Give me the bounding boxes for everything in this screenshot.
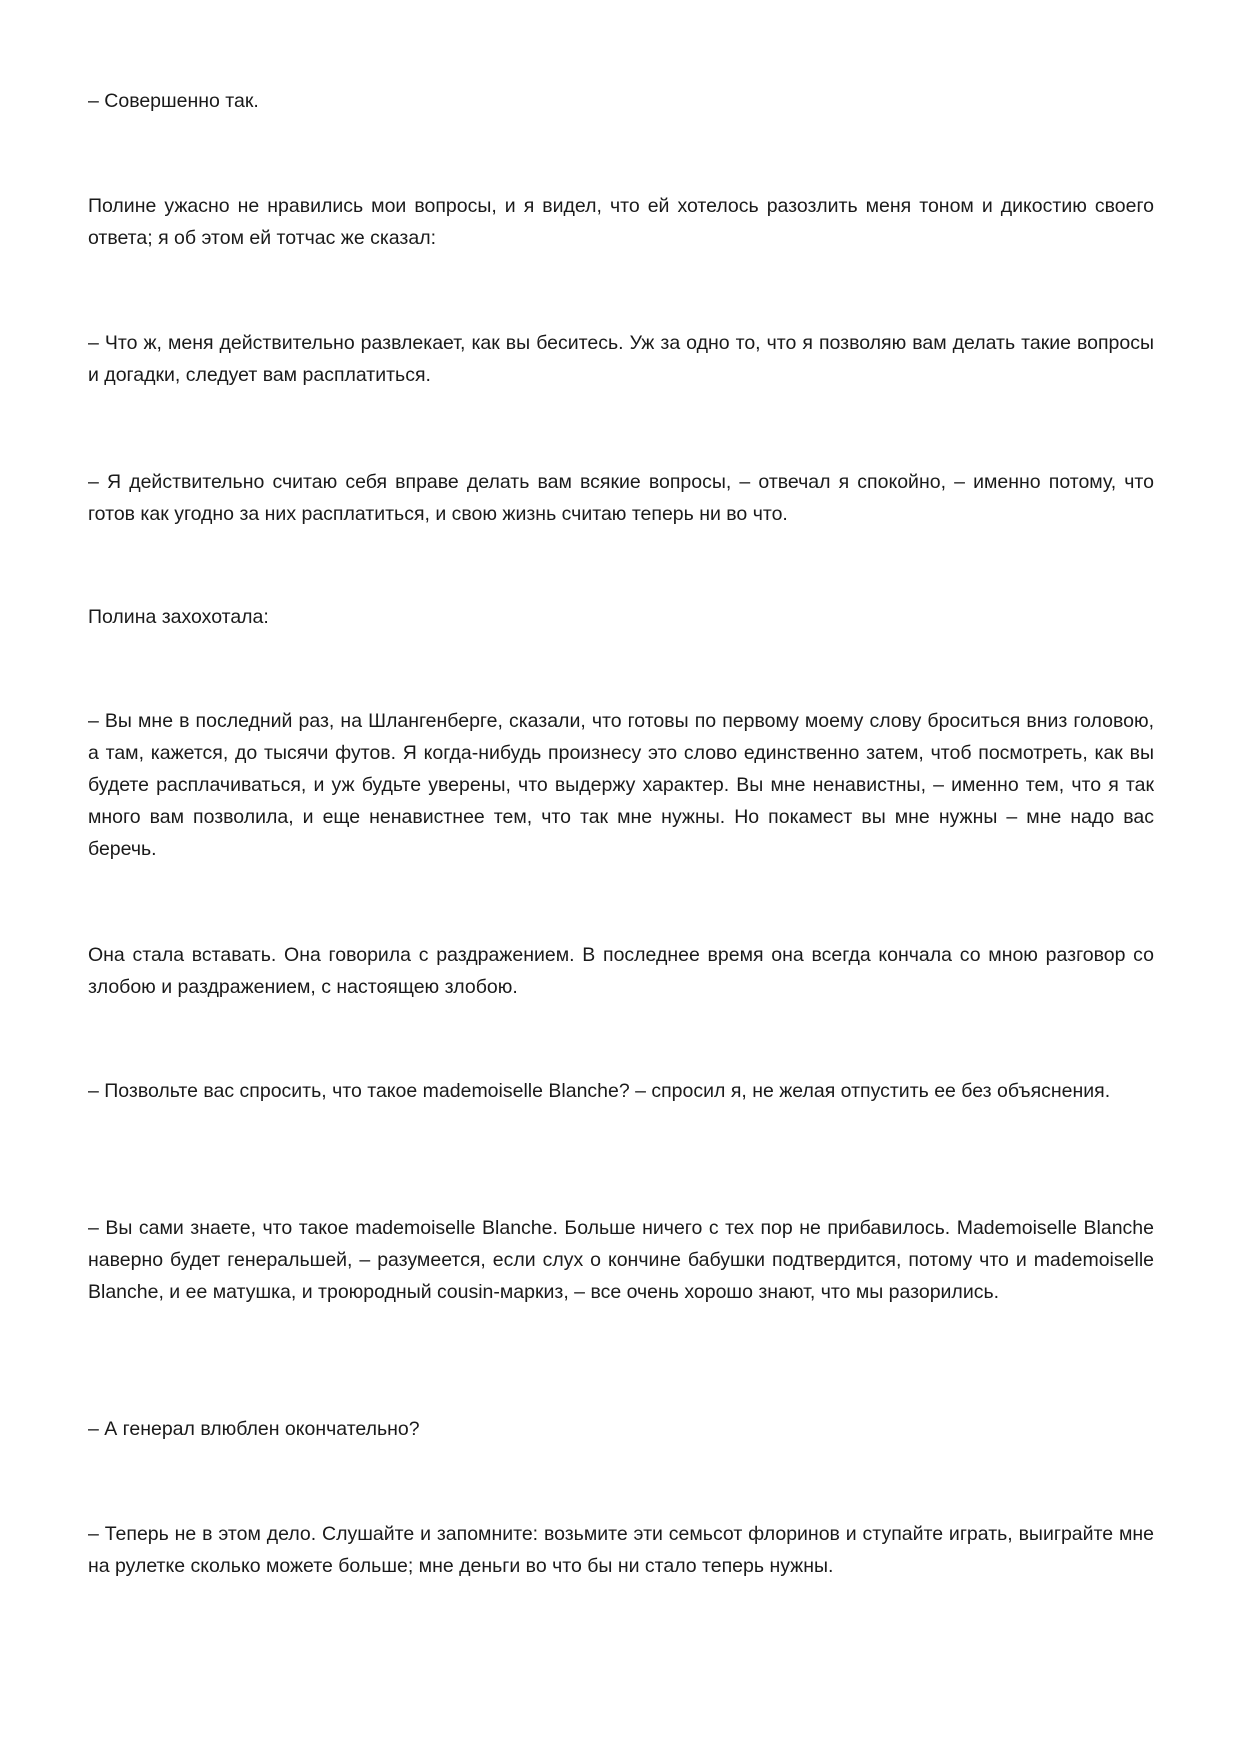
paragraph-10: – А генерал влюблен окончательно? [88, 1418, 420, 1440]
paragraph-3: – Что ж, меня действительно развлекает, как вы беситесь. Уж за одно то, что я позволяю вам делать такие вопросы и догадки, следует вам расплатиться. [88, 332, 1154, 386]
paragraph-7: Она стала вставать. Она говорила с раздражением. В последнее время она всегда кончала со мною разговор со злобою и раздражением, с настоящею злобою. [88, 944, 1154, 998]
paragraph-9: – Вы сами знаете, что такое mademoiselle Blanche. Больше ничего с тех пор не прибавилось. Mademoiselle Blanche наверно будет генеральшей, – разумеется, если слух о кончине бабушки подтвердится, потому что и mademoiselle Blanche, и ее матушка, и троюродный cousin-маркиз, – все очень хорошо знают, что мы разорились. [88, 1217, 1154, 1303]
paragraph-8: – Позвольте вас спросить, что такое mademoiselle Blanche? – спросил я, не желая отпустить ее без объяснения. [88, 1080, 1111, 1102]
paragraph-4: – Я действительно считаю себя вправе делать вам всякие вопросы, – отвечал я спокойно, – именно потому, что готов как угодно за них расплатиться, и свою жизнь считаю теперь ни во что. [88, 471, 1154, 525]
paragraph-5: Полина захохотала: [88, 606, 269, 628]
paragraph-11: – Теперь не в этом дело. Слушайте и запомните: возьмите эти семьсот флоринов и ступайте играть, выиграйте мне на рулетке сколько можете больше; мне деньги во что бы ни стало теперь нужны. [88, 1523, 1154, 1577]
paragraph-6: – Вы мне в последний раз, на Шлангенберге, сказали, что готовы по первому моему слову броситься вниз головою, а там, кажется, до тысячи футов. Я когда-нибудь произнесу это слово единственно затем, чтоб посмотреть, как вы будете расплачиваться, и уж будьте уверены, что выдержу характер. Вы мне ненавистны, – именно тем, что я так много вам позволила, и еще ненавистнее тем, что так мне нужны. Но покамест вы мне нужны – мне надо вас беречь. [88, 710, 1154, 860]
paragraph-2: Полине ужасно не нравились мои вопросы, и я видел, что ей хотелось разозлить меня тоном и дикостию своего ответа; я об этом ей тотчас же сказал: [88, 195, 1154, 249]
paragraph-1: – Совершенно так. [88, 90, 259, 112]
